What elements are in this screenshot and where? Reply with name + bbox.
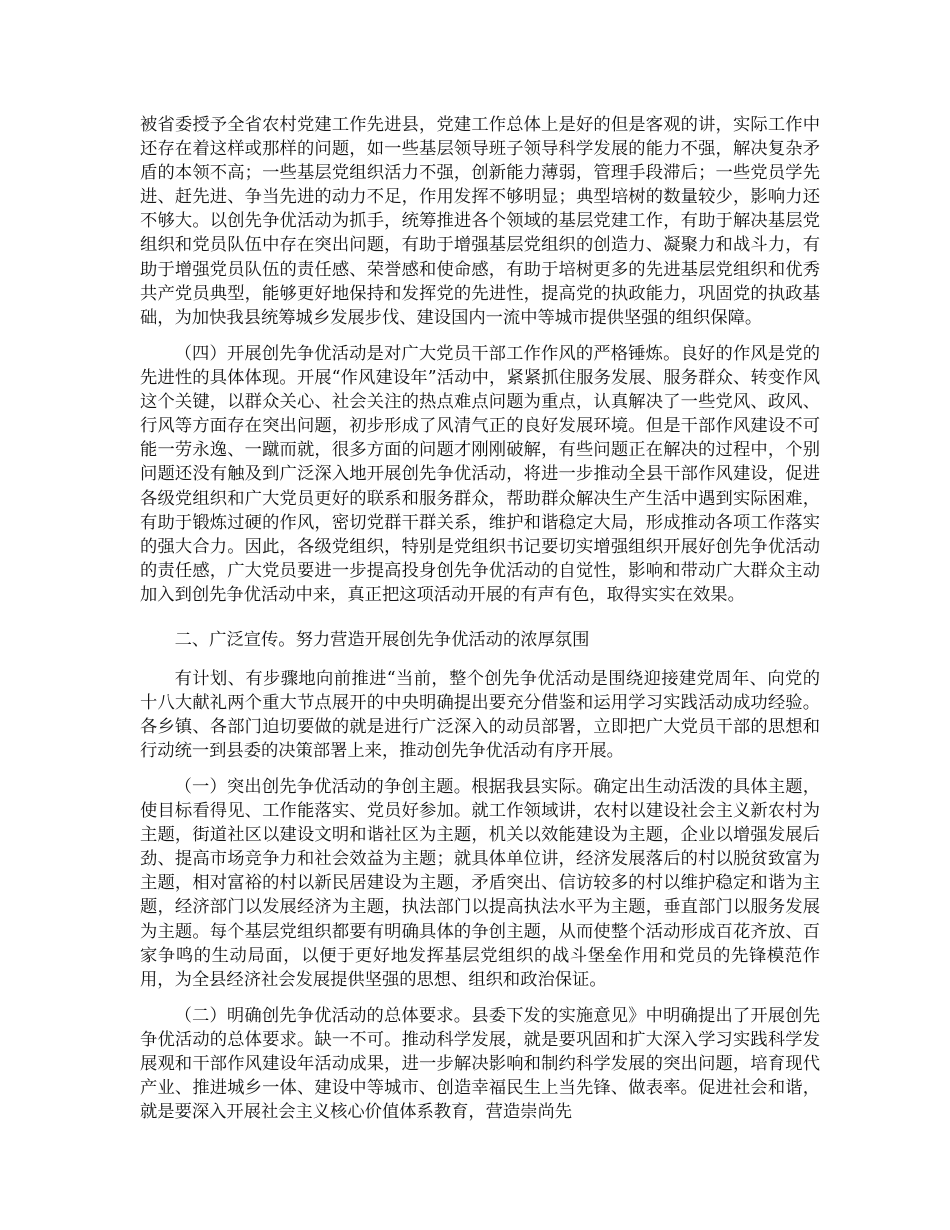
paragraph-2: （四）开展创先争优活动是对广大党员干部工作作风的严格锤炼。良好的作风是党的先进性的具体体现。开展“作风建设年”活动中，紧紧抓住服务发展、服务群众、转变作风这个关键，以群众关心、社会关注的热点难点问题为重点，认真解决了一些党风、政风、行风等方面存在突出问题，初步形成了风清气正的良好发展环境。但是干部作风建设不可能一劳永逸、一蹴而就，很多方面的问题才刚刚破解，有些问题正在解决的过程中，个别问题还没有触及到广泛深入地开展创先争优活动，将进一步推动全县干部作风建设，促进各级党组织和广大党员更好的联系和服务群众，帮助群众解决生产生活中遇到实际困难，有助于锻炼过硬的作风，密切党群干群关系，维护和谐稳定大局，形成推动各项工作落实的强大合力。因此，各级党组织，特别是党组织书记要切实增强组织开展好创先争优活动的责任感，广大党员要进一步提高投身创先争优活动的自觉性，影响和带动广大群众主动加入到创先争优活动中来，真正把这项活动开展的有声有色，取得实实在效果。 <box>140 344 820 605</box>
section-heading: 二、广泛宣传。努力营造开展创先争优活动的浓厚氛围 <box>174 630 590 650</box>
paragraph-1: 被省委授予全省农村党建工作先进县，党建工作总体上是好的但是客观的讲，实际工作中还存在着这样或那样的问题，如一些基层领导班子领导科学发展的能力不强，解决复杂矛盾的本领不高；一些基层党组织活力不强，创新能力薄弱，管理手段滞后；一些党员学先进、赶先进、争当先进的动力不足，作用发挥不够明显；典型培树的数量较少，影响力还不够大。以创先争优活动为抓手，统筹推进各个领域的基层党建工作，有助于解决基层党组织和党员队伍中存在突出问题，有助于增强基层党组织的创造力、凝聚力和战斗力，有助于增强党员队伍的责任感、荣誉感和使命感，有助于培树更多的先进基层党组织和优秀共产党员典型，能够更好地保持和发挥党的先进性，提高党的执政能力，巩固党的执政基础，为加快我县统筹城乡发展步伐、建设国内一流中等城市提供坚强的组织保障。 <box>140 115 820 328</box>
paragraph-5: （二）明确创先争优活动的总体要求。县委下发的实施意见》中明确提出了开展创先争优活动的总体要求。缺一不可。推动科学发展，就是要巩固和扩大深入学习实践科学发展观和干部作风建设年活动成果，进一步解决影响和制约科学发展的突出问题，培育现代产业、推进城乡一体、建设中等城市、创造幸福民生上当先锋、做表率。促进社会和谐，就是要深入开展社会主义核心价值体系教育，营造崇尚先 <box>140 1006 820 1123</box>
paragraph-4: （一）突出创先争优活动的争创主题。根据我县实际。确定出生动活泼的具体主题，使目标看得见、工作能落实、党员好参加。就工作领域讲，农村以建设社会主义新农村为主题，街道社区以建设文明和谐社区为主题，机关以效能建设为主题，企业以增强发展后劲、提高市场竞争力和社会效益为主题；就具体单位讲，经济发展落后的村以脱贫致富为主题，相对富裕的村以新民居建设为主题，矛盾突出、信访较多的村以维护稳定和谐为主题，经济部门以发展经济为主题，执法部门以提高执法水平为主题，垂直部门以服务发展为主题。每个基层党组织都要有明确具体的争创主题，从而使整个活动形成百花齐放、百家争鸣的生动局面，以便于更好地发挥基层党组织的战斗堡垒作用和党员的先锋模范作用，为全县经济社会发展提供坚强的思想、组织和政治保证。 <box>140 777 820 990</box>
paragraph-3: 有计划、有步骤地向前推进“当前，整个创先争优活动是围绕迎接建党周年、向党的十八大献礼两个重大节点展开的中央明确提出要充分借鉴和运用学习实践活动成功经验。各乡镇、各部门迫切要做的就是进行广泛深入的动员部署，立即把广大党员干部的思想和行动统一到县委的决策部署上来，推动创先争优活动有序开展。 <box>140 669 820 762</box>
